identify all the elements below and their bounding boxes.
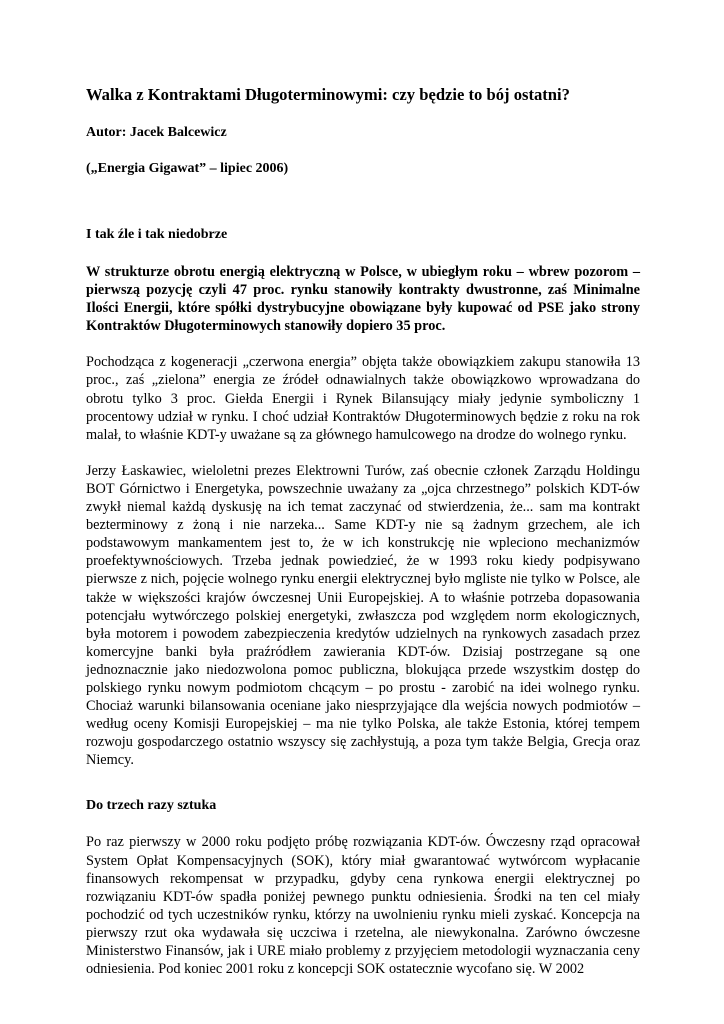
- article-body: [86, 84, 640, 978]
- section-heading-1: I tak źle i tak niedobrze: [86, 227, 228, 242]
- paragraph-1: Pochodząca z kogeneracji „czerwona energia” objęta także obowiązkiem zakupu stanowiła 13 proc., zaś „zielona” energia ze źródeł odnawialnych także obowiązkowo wprowadzana do obrotu tylko 3 proc. Giełda Energii i Rynek Bilansujący miały jedynie symboliczny 1 procentowy udział w rynku. I choć udział Kontraktów Długoterminowych będzie z roku na rok malał, to właśnie KDT-y uważane są za głównego hamulcowego na drodze do wolnego rynku.: [86, 354, 640, 443]
- section-heading-2: Do trzech razy sztuka: [86, 798, 217, 814]
- paragraph-2: Jerzy Łaskawiec, wieloletni prezes Elektrowni Turów, zaś obecnie członek Zarządu Holdingu BOT Górnictwo i Energetyka, powszechnie uważany za „ojca chrzestnego” polskich KDT-ów zwykł niemal każdą dyskusję na ich temat zaczynać od stwierdzenia, że... sam ma kontrakt bezterminowy z żoną i nie narzeka... Same KDT-y nie są żadnym grzechem, ale ich podstawowym mankamentem jest to, że w ich konstrukcję nie wpleciono mechanizmów proefektywnościowych. Trzeba jednak powiedzieć, że w 1993 roku kiedy podpisywano pierwsze z nich, pojęcie wolnego rynku energii elektrycznej było mgliste nie tylko w Polsce, ale także w większości krajów ówczesnej Unii Europejskiej. A to właśnie potrzeba dopasowania potencjału wytwórczego polskiej energetyki, zwłaszcza pod względem norm ekologicznych, była motorem i powodem zabezpieczenia kredytów udzielnych na rynkowych zasadach przez komercyjne banki była praźródłem zawierania KDT-ów. Dzisiaj postrzegane są one jednoznacznie jako niedozwolona pomoc publiczna, blokująca przede wszystkim dostęp do polskiego rynku nowym podmiotom chcącym – po prostu - zarobić na idei wolnego rynku. Chociaż warunki bilansowania oceniane jako niesprzyjające dla wejścia nowych podmiotów – według oceny Komisji Europejskiej – ma nie tylko Polska, ale także Estonia, której tempem rozwoju gospodarczego ostatnio wszyscy się zachłystują, a poza tym także Belgia, Grecja oraz Niemcy.: [86, 462, 640, 769]
- article-source: („Energia Gigawat” – lipiec 2006): [86, 161, 289, 176]
- article-title: Walka z Kontraktami Długoterminowymi: czy będzie to bój ostatni?: [86, 85, 570, 104]
- paragraph-3: Po raz pierwszy w 2000 roku podjęto próbę rozwiązania KDT-ów. Ówczesny rząd opracował System Opłat Kompensacyjnych (SOK), który miał gwarantować wytwórcom wypłacanie finansowych rekompensat w przypadku, gdyby cena rynkowa energii elektrycznej po rozwiązaniu KDT-ów spadła poniżej pewnego punktu odniesienia. Środki na ten cel miały pochodzić od tych uczestników rynku, którzy na uwolnieniu rynku mieli zyskać. Koncepcja na pierwszy rzut oka wydawała się uczciwa i rzetelna, ale niewykonalna. Zarówno ówczesne Ministerstwo Finansów, jak i URE miało problemy z przyjęciem metodologii wyznaczania ceny odniesienia. Pod koniec 2001 roku z koncepcji SOK ostatecznie wycofano się. W 2002: [86, 834, 640, 978]
- article-author: Autor: Jacek Balcewicz: [86, 125, 227, 140]
- lead-paragraph: W strukturze obrotu energią elektryczną w Polsce, w ubiegłym roku – wbrew pozorom – pierwszą pozycję czyli 47 proc. rynku stanowiły kontrakty dwustronne, zaś Minimalne Ilości Energii, które spółki dystrybucyjne obowiązane były kupować od PSE jako strony Kontraktów Długoterminowych stanowiły dopiero 35 proc.: [86, 264, 640, 335]
